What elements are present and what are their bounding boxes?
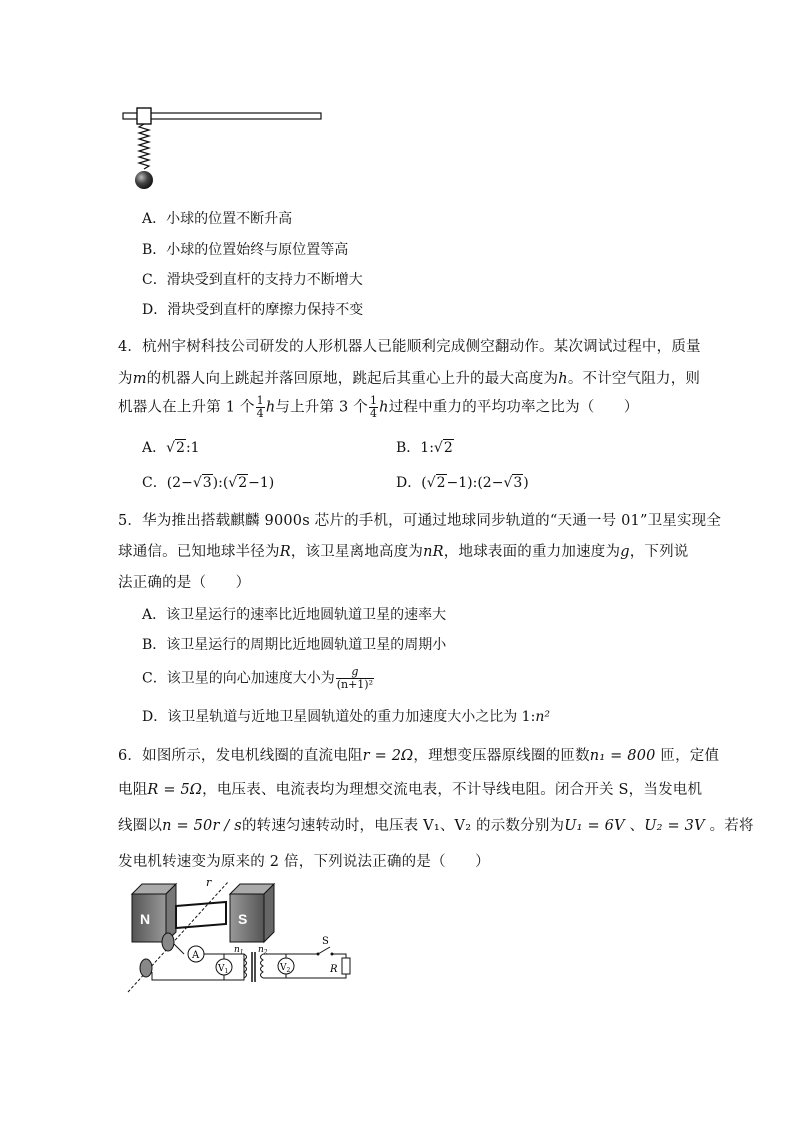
q4-option-d[interactable]: D．(√2−1):(2−√3) <box>396 475 529 491</box>
label-a: A <box>192 950 200 961</box>
ball <box>135 171 153 189</box>
q4-option-c[interactable]: C．(2−√3):(√2−1) <box>142 475 275 491</box>
label-v1: $V_1$ <box>218 964 229 975</box>
q5-option-a[interactable]: A．该卫星运行的速率比近地圆轨道卫星的速率大 <box>142 607 447 623</box>
label-R: R <box>330 964 338 975</box>
resistor <box>342 958 350 974</box>
secondary-coil <box>261 954 264 978</box>
q4-line2: 为m的机器人向上跳起并落回原地，跳起后其重心上升的最大高度为h。不计空气阻力，则 <box>118 371 701 387</box>
q6-line1: 6．如图所示，发电机线圈的直流电阻r = 2Ω，理想变压器原线圈的匝数n₁ = 800 匝，定值 <box>118 748 720 764</box>
q5-option-b[interactable]: B．该卫星运行的周期比近地圆轨道卫星的周期小 <box>142 637 447 653</box>
q6-line4: 发电机转速变为原来的 2 倍，下列说法正确的是（ ） <box>118 854 490 870</box>
q3-option-a[interactable]: A．小球的位置不断升高 <box>142 211 293 227</box>
slider-block <box>137 108 151 124</box>
switch <box>318 947 330 954</box>
label-n: N <box>140 911 151 927</box>
coil <box>176 902 226 928</box>
q5-line1: 5．华为推出搭载麒麟 9000s 芯片的手机，可通过地球同步轨道的“天通一号 01”卫星实现全 <box>118 513 722 529</box>
q5-line2: 球通信。已知地球半径为R，该卫星离地高度为nR，地球表面的重力加速度为g，下列说 <box>118 544 689 560</box>
label-v2: $V_2$ <box>280 963 291 974</box>
q5-line3: 法正确的是（ ） <box>118 575 251 591</box>
q4-line1: 4．杭州宇树科技公司研发的人形机器人已能顺利完成侧空翻动作。某次调试过程中，质量 <box>118 339 701 355</box>
generator-transformer-figure <box>118 872 358 1002</box>
slip-ring-1 <box>162 933 174 951</box>
spring <box>139 124 149 169</box>
fraction-g-over-n1sq: $\frac{g}{\text{(n+1)²}}$ <box>336 665 374 691</box>
q4-option-a[interactable]: A．√2:1 <box>142 440 200 456</box>
q4-option-b[interactable]: B．1:√2 <box>396 440 453 456</box>
q4-line3: 机器人在上升第 1 个 $\frac{1}{4}$ h与上升第 3 个 $\frac{1}{4}$ h过程中重力的平均功率之比为（ ） <box>118 394 639 420</box>
label-switch: S <box>322 936 329 947</box>
q3-option-d[interactable]: D．滑块受到直杆的摩擦力保持不变 <box>142 302 364 318</box>
label-n1: $n_1$ <box>234 945 244 956</box>
q3-option-c[interactable]: C．滑块受到直杆的支持力不断增大 <box>142 272 363 288</box>
horizontal-rod <box>123 113 321 119</box>
fraction-quarter-2: $\frac{1}{4}$ <box>369 394 378 420</box>
slider-spring-ball-figure <box>118 100 328 190</box>
q3-option-b[interactable]: B．小球的位置始终与原位置等高 <box>142 242 349 258</box>
label-r: r <box>206 876 212 889</box>
label-s: S <box>238 911 248 927</box>
slip-ring-2 <box>140 959 152 977</box>
q5-option-c[interactable]: C．该卫星的向心加速度大小为 $\frac{g}{\text{(n+1)²}}$ <box>142 665 374 691</box>
q5-option-d[interactable]: D．该卫星轨道与近地卫星圆轨道处的重力加速度大小之比为 1:n² <box>142 709 550 725</box>
q6-line3: 线圈以n = 50r / s的转速匀速转动时，电压表 V₁、V₂ 的示数分别为U₁ = 6V 、U₂ = 3V 。若将 <box>118 818 754 834</box>
q6-line2: 电阻R = 5Ω，电压表、电流表均为理想交流电表，不计导线电阻。闭合开关 S，当发电机 <box>118 782 703 798</box>
label-n2: $n_2$ <box>258 945 268 956</box>
fraction-quarter: $\frac{1}{4}$ <box>256 394 264 420</box>
